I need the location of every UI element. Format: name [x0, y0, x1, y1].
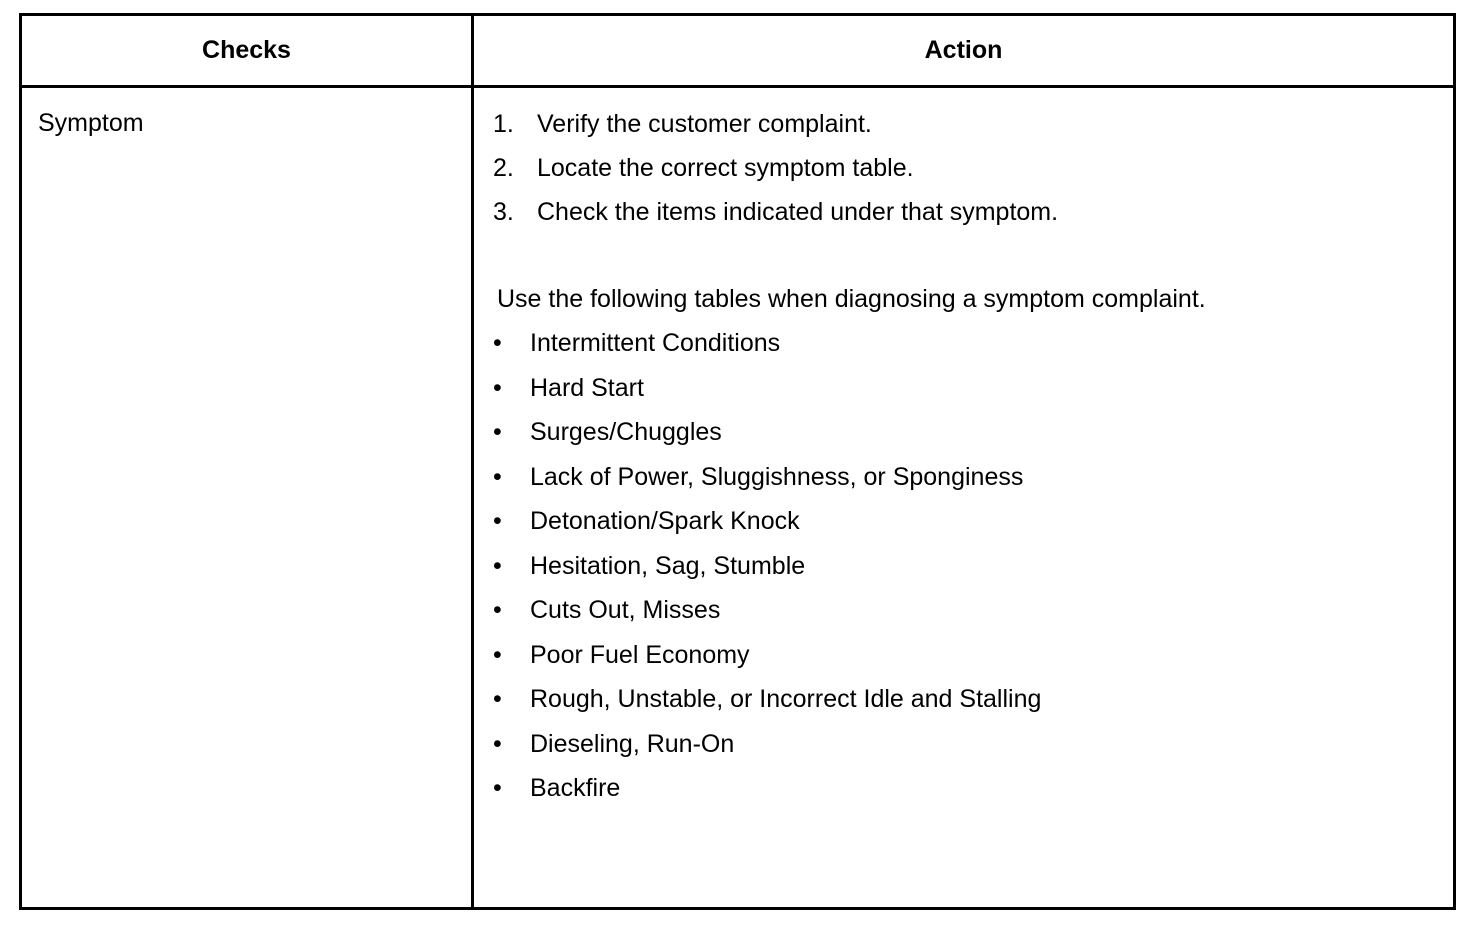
list-item — [489, 323, 1439, 368]
list-item — [489, 635, 1439, 680]
bullet-icon: • — [493, 329, 502, 357]
list-item — [489, 368, 1439, 413]
step-text: Check the items indicated under that symptom. — [537, 198, 1059, 226]
list-item-label: Intermittent Conditions — [530, 329, 781, 357]
list-item — [489, 501, 1439, 546]
list-item — [489, 724, 1439, 769]
list-item — [489, 457, 1439, 502]
column-divider — [471, 16, 474, 907]
diagnostic-table — [19, 13, 1456, 910]
bullet-icon: • — [493, 551, 502, 580]
symptom-tables-list — [489, 323, 1439, 813]
step-number: 2. — [493, 154, 514, 182]
step-item — [489, 148, 1439, 192]
steps-list — [489, 104, 1439, 236]
list-item-label: Rough, Unstable, or Incorrect Idle and Stalling — [530, 685, 1042, 713]
bullet-icon: • — [493, 418, 502, 446]
list-item — [489, 679, 1439, 724]
bullet-icon: • — [493, 640, 502, 669]
list-item-label: Poor Fuel Economy — [530, 640, 750, 669]
action-cell — [489, 104, 1439, 813]
list-item — [489, 546, 1439, 591]
list-item-label: Detonation/Spark Knock — [530, 507, 800, 535]
bullet-icon: • — [493, 507, 502, 535]
bullet-icon: • — [493, 774, 502, 802]
bullet-icon: • — [493, 729, 502, 758]
step-number: 3. — [493, 198, 514, 226]
step-text: Verify the customer complaint. — [537, 110, 872, 138]
header-action: Action — [924, 36, 1003, 64]
intro-text: Use the following tables when diagnosing a symptom complaint. — [497, 285, 1206, 313]
table-header-row — [22, 16, 1453, 88]
bullet-icon: • — [493, 596, 502, 624]
list-item-label: Backfire — [530, 774, 621, 802]
list-item-label: Surges/Chuggles — [530, 418, 722, 446]
step-number: 1. — [493, 110, 514, 138]
bullet-icon: • — [493, 373, 502, 402]
header-checks: Checks — [202, 36, 291, 64]
list-item-label: Cuts Out, Misses — [530, 596, 721, 624]
checks-cell-symptom: Symptom — [38, 109, 144, 137]
step-text: Locate the correct symptom table. — [537, 154, 914, 182]
step-item — [489, 192, 1439, 236]
list-item-label: Hesitation, Sag, Stumble — [530, 551, 806, 580]
list-item — [489, 590, 1439, 635]
list-item-label: Dieseling, Run-On — [530, 729, 735, 758]
list-item — [489, 768, 1439, 813]
bullet-icon: • — [493, 462, 502, 491]
bullet-icon: • — [493, 685, 502, 713]
list-item-label: Lack of Power, Sluggishness, or Sponginess — [530, 462, 1024, 491]
list-item-label: Hard Start — [530, 373, 644, 402]
list-item — [489, 412, 1439, 457]
step-item — [489, 104, 1439, 148]
